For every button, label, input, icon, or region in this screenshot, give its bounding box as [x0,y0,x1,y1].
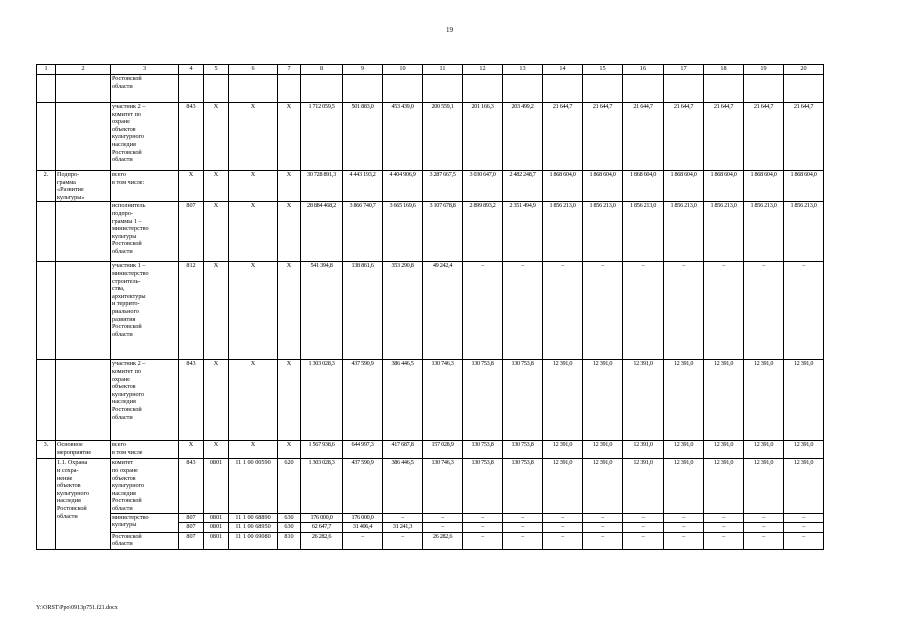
value-cell: X [278,262,301,360]
value-cell [664,75,704,103]
value-cell: – [383,532,423,549]
value-cell: 130 746,3 [423,459,463,513]
value-cell: 1 567 938,6 [301,441,343,459]
value-cell [583,75,623,103]
value-cell: – [543,513,583,523]
executor-name: участник 2 – комитет по охране объектов культурного наследия Ростовской области [111,360,179,441]
value-cell: – [583,523,623,533]
value-cell: – [623,532,664,549]
header-cell: 2 [56,65,111,75]
value-cell: 28 884 468,2 [301,202,343,262]
value-cell: 200 559,1 [423,103,463,171]
table-body [37,65,824,550]
value-cell: – [503,262,543,360]
value-cell: 843 [179,103,204,171]
header-cell: 12 [463,65,503,75]
program-name [56,75,111,103]
value-cell: – [503,513,543,523]
value-cell: 0801 [204,459,229,513]
value-cell: 1 856 213,0 [583,202,623,262]
table-row [37,75,824,103]
value-cell: 130 753,8 [463,441,503,459]
value-cell: 0801 [204,523,229,533]
value-cell: – [543,532,583,549]
value-cell: – [704,532,744,549]
value-cell: – [744,523,784,533]
table-row [37,459,824,513]
value-cell: 812 [179,262,204,360]
value-cell: 201 166,3 [463,103,503,171]
value-cell: – [784,262,824,360]
value-cell: 62 647,7 [301,523,343,533]
value-cell: X [204,360,229,441]
header-cell: 17 [664,65,704,75]
value-cell [383,75,423,103]
value-cell: 1 868 604,0 [704,171,744,202]
value-cell: – [343,532,383,549]
executor-name: всего в том числе: [111,171,179,202]
value-cell: 1 856 213,0 [784,202,824,262]
value-cell: – [664,532,704,549]
value-cell: 630 [278,523,301,533]
value-cell: 1 868 604,0 [623,171,664,202]
value-cell: 3 030 647,0 [463,171,503,202]
header-cell: 18 [704,65,744,75]
value-cell: X [229,360,278,441]
value-cell: 21 644,7 [664,103,704,171]
header-cell: 16 [623,65,664,75]
page-number: 19 [446,26,453,34]
value-cell: 12 391,0 [623,459,664,513]
value-cell: – [463,523,503,533]
value-cell: 843 [179,459,204,513]
value-cell: 3 665 169,6 [383,202,423,262]
value-cell: 807 [179,202,204,262]
value-cell: – [503,523,543,533]
value-cell: 130 753,8 [503,441,543,459]
header-cell: 20 [784,65,824,75]
value-cell [179,75,204,103]
value-cell: – [623,262,664,360]
value-cell: X [278,360,301,441]
value-cell [623,75,664,103]
value-cell: 130 753,8 [463,459,503,513]
value-cell: 49 242,4 [423,262,463,360]
value-cell: 807 [179,532,204,549]
value-cell: 1 856 213,0 [704,202,744,262]
value-cell: – [664,513,704,523]
table-row [37,513,824,523]
value-cell: 353 290,8 [383,262,423,360]
value-cell: 386 446,5 [383,360,423,441]
value-cell: 21 644,7 [784,103,824,171]
value-cell: 12 391,0 [623,441,664,459]
value-cell: X [204,171,229,202]
value-cell: 1 856 213,0 [664,202,704,262]
value-cell: 3 287 667,5 [423,171,463,202]
value-cell: 1 868 604,0 [784,171,824,202]
value-cell: 541 394,8 [301,262,343,360]
value-cell: 0801 [204,532,229,549]
value-cell: 203 499,2 [503,103,543,171]
value-cell: – [503,532,543,549]
value-cell: 12 391,0 [543,459,583,513]
value-cell: 12 391,0 [583,441,623,459]
value-cell: – [463,262,503,360]
value-cell: 3 866 740,7 [343,202,383,262]
value-cell: 12 391,0 [664,441,704,459]
header-cell: 3 [111,65,179,75]
value-cell: 11 1 00 69080 [229,532,278,549]
value-cell: – [664,262,704,360]
value-cell: X [229,202,278,262]
value-cell: 12 391,0 [704,441,744,459]
value-cell: 21 644,7 [583,103,623,171]
row-number [37,202,56,262]
value-cell: – [583,532,623,549]
value-cell: 176 000,0 [343,513,383,523]
value-cell: X [204,441,229,459]
value-cell: – [704,523,744,533]
value-cell [343,75,383,103]
value-cell: 644 997,3 [343,441,383,459]
table-row [37,202,824,262]
value-cell: 12 391,0 [664,459,704,513]
value-cell [229,75,278,103]
header-cell: 13 [503,65,543,75]
value-cell: 2 899 893,2 [463,202,503,262]
executor-name: Ростовской области [111,532,179,549]
executor-name: участник 1 – министерство строитель- ства, архитектуры и террито- риального развития Ростовской области [111,262,179,360]
program-name: Подпро- грамма «Развитие культуры» [56,171,111,202]
value-cell: X [204,262,229,360]
value-cell [704,75,744,103]
value-cell: – [744,513,784,523]
value-cell: 810 [278,532,301,549]
value-cell: X [204,103,229,171]
value-cell: – [423,523,463,533]
value-cell: 417 687,8 [383,441,423,459]
value-cell: 12 391,0 [623,360,664,441]
value-cell: 1 868 604,0 [664,171,704,202]
row-number [37,459,56,549]
table-row [37,103,824,171]
executor-name: комитет по охране объектов культурного наследия Ростовской области [111,459,179,513]
value-cell: 1 868 604,0 [543,171,583,202]
value-cell: 12 391,0 [704,459,744,513]
value-cell [744,75,784,103]
value-cell: 1 856 213,0 [623,202,664,262]
program-name [56,103,111,171]
value-cell: 130 753,8 [463,360,503,441]
value-cell [463,75,503,103]
executor-name: министерство культуры [111,513,179,532]
value-cell: – [744,532,784,549]
value-cell: 12 391,0 [784,441,824,459]
value-cell: – [543,523,583,533]
value-cell: X [278,171,301,202]
value-cell: 1 712 059,5 [301,103,343,171]
row-number: 3. [37,441,56,459]
value-cell: 2 482 248,7 [503,171,543,202]
value-cell: 620 [278,459,301,513]
program-name [56,202,111,262]
value-cell: – [784,523,824,533]
value-cell: – [423,513,463,523]
value-cell [301,75,343,103]
value-cell: X [229,103,278,171]
value-cell: 0801 [204,513,229,523]
program-name: Основное мероприятие [56,441,111,459]
value-cell: 26 282,6 [301,532,343,549]
value-cell: 11 1 00 00590 [229,459,278,513]
value-cell: – [784,532,824,549]
value-cell: – [784,513,824,523]
value-cell: 12 391,0 [543,441,583,459]
header-cell: 15 [583,65,623,75]
value-cell: X [278,202,301,262]
header-cell: 8 [301,65,343,75]
header-cell: 10 [383,65,423,75]
header-cell: 9 [343,65,383,75]
value-cell: X [229,441,278,459]
value-cell: 12 391,0 [784,360,824,441]
value-cell: 1 303 028,3 [301,459,343,513]
value-cell: 386 446,5 [383,459,423,513]
value-cell: 130 753,8 [503,459,543,513]
value-cell: 12 391,0 [583,360,623,441]
value-cell: 630 [278,513,301,523]
value-cell: 1 868 604,0 [583,171,623,202]
program-name: 1.1. Охрана и сохра- нение объектов культурного наследия Ростовской области [56,459,111,549]
value-cell: – [744,262,784,360]
header-cell: 19 [744,65,784,75]
executor-name: всего в том числе [111,441,179,459]
header-cell: 6 [229,65,278,75]
row-number: 2. [37,171,56,202]
value-cell: 1 856 213,0 [744,202,784,262]
header-cell: 11 [423,65,463,75]
header-cell: 5 [204,65,229,75]
value-cell: – [463,513,503,523]
value-cell: 130 753,8 [503,360,543,441]
value-cell: 176 000,0 [301,513,343,523]
table-row [37,441,824,459]
value-cell [423,75,463,103]
value-cell: 12 391,0 [744,360,784,441]
value-cell: X [229,171,278,202]
value-cell [503,75,543,103]
value-cell: 2 351 494,9 [503,202,543,262]
value-cell: – [463,532,503,549]
value-cell: X [278,103,301,171]
value-cell: – [543,262,583,360]
value-cell: 501 883,0 [343,103,383,171]
value-cell: 12 391,0 [583,459,623,513]
row-number [37,75,56,103]
value-cell: 138 861,6 [343,262,383,360]
value-cell: 30 728 891,3 [301,171,343,202]
value-cell: 26 282,6 [423,532,463,549]
value-cell: – [623,513,664,523]
value-cell: 807 [179,513,204,523]
value-cell: 807 [179,523,204,533]
value-cell: 12 391,0 [664,360,704,441]
value-cell: – [583,513,623,523]
executor-name: Ростовской области [111,75,179,103]
value-cell: 3 107 678,8 [423,202,463,262]
value-cell [543,75,583,103]
header-cell: 14 [543,65,583,75]
value-cell: 12 391,0 [744,441,784,459]
value-cell: – [383,513,423,523]
value-cell: 12 391,0 [784,459,824,513]
value-cell: – [664,523,704,533]
value-cell: 1 856 213,0 [543,202,583,262]
table-row [37,262,824,360]
value-cell: 12 391,0 [744,459,784,513]
header-cell: 1 [37,65,56,75]
value-cell: X [229,262,278,360]
executor-name: исполнитель подпро- граммы 1 – министерство культуры Ростовской области [111,202,179,262]
row-number [37,103,56,171]
value-cell: 4 443 193,2 [343,171,383,202]
value-cell: – [704,262,744,360]
value-cell: 1 868 604,0 [744,171,784,202]
value-cell: 31 241,3 [383,523,423,533]
value-cell: 437 590,9 [343,459,383,513]
table-row [37,171,824,202]
row-number [37,262,56,360]
table-row [37,360,824,441]
value-cell: X [278,441,301,459]
header-cell: 7 [278,65,301,75]
footer-path: Y:\ORST\Ppo\0913p751.f21.docx [36,605,118,611]
value-cell: 4 404 906,9 [383,171,423,202]
value-cell: X [179,171,204,202]
executor-name: участник 2 – комитет по охране объектов культурного наследия Ростовской области [111,103,179,171]
program-name [56,262,111,360]
value-cell [204,75,229,103]
value-cell: 130 746,3 [423,360,463,441]
row-number [37,360,56,441]
value-cell: 11 1 00 68890 [229,513,278,523]
value-cell: – [583,262,623,360]
table-row [37,532,824,549]
value-cell: 437 590,9 [343,360,383,441]
value-cell: 12 391,0 [704,360,744,441]
value-cell: X [179,441,204,459]
value-cell: 157 028,9 [423,441,463,459]
header-row [37,65,824,75]
value-cell: 843 [179,360,204,441]
budget-table [36,64,824,550]
value-cell: 453 439,0 [383,103,423,171]
value-cell [278,75,301,103]
value-cell: 21 644,7 [543,103,583,171]
value-cell: 21 644,7 [704,103,744,171]
header-cell: 4 [179,65,204,75]
value-cell: 11 1 00 68950 [229,523,278,533]
value-cell: 31 406,4 [343,523,383,533]
program-name [56,360,111,441]
value-cell: X [204,202,229,262]
value-cell [784,75,824,103]
value-cell: 21 644,7 [623,103,664,171]
value-cell: 1 303 028,3 [301,360,343,441]
value-cell: 21 644,7 [744,103,784,171]
value-cell: – [704,513,744,523]
value-cell: – [623,523,664,533]
value-cell: 12 391,0 [543,360,583,441]
